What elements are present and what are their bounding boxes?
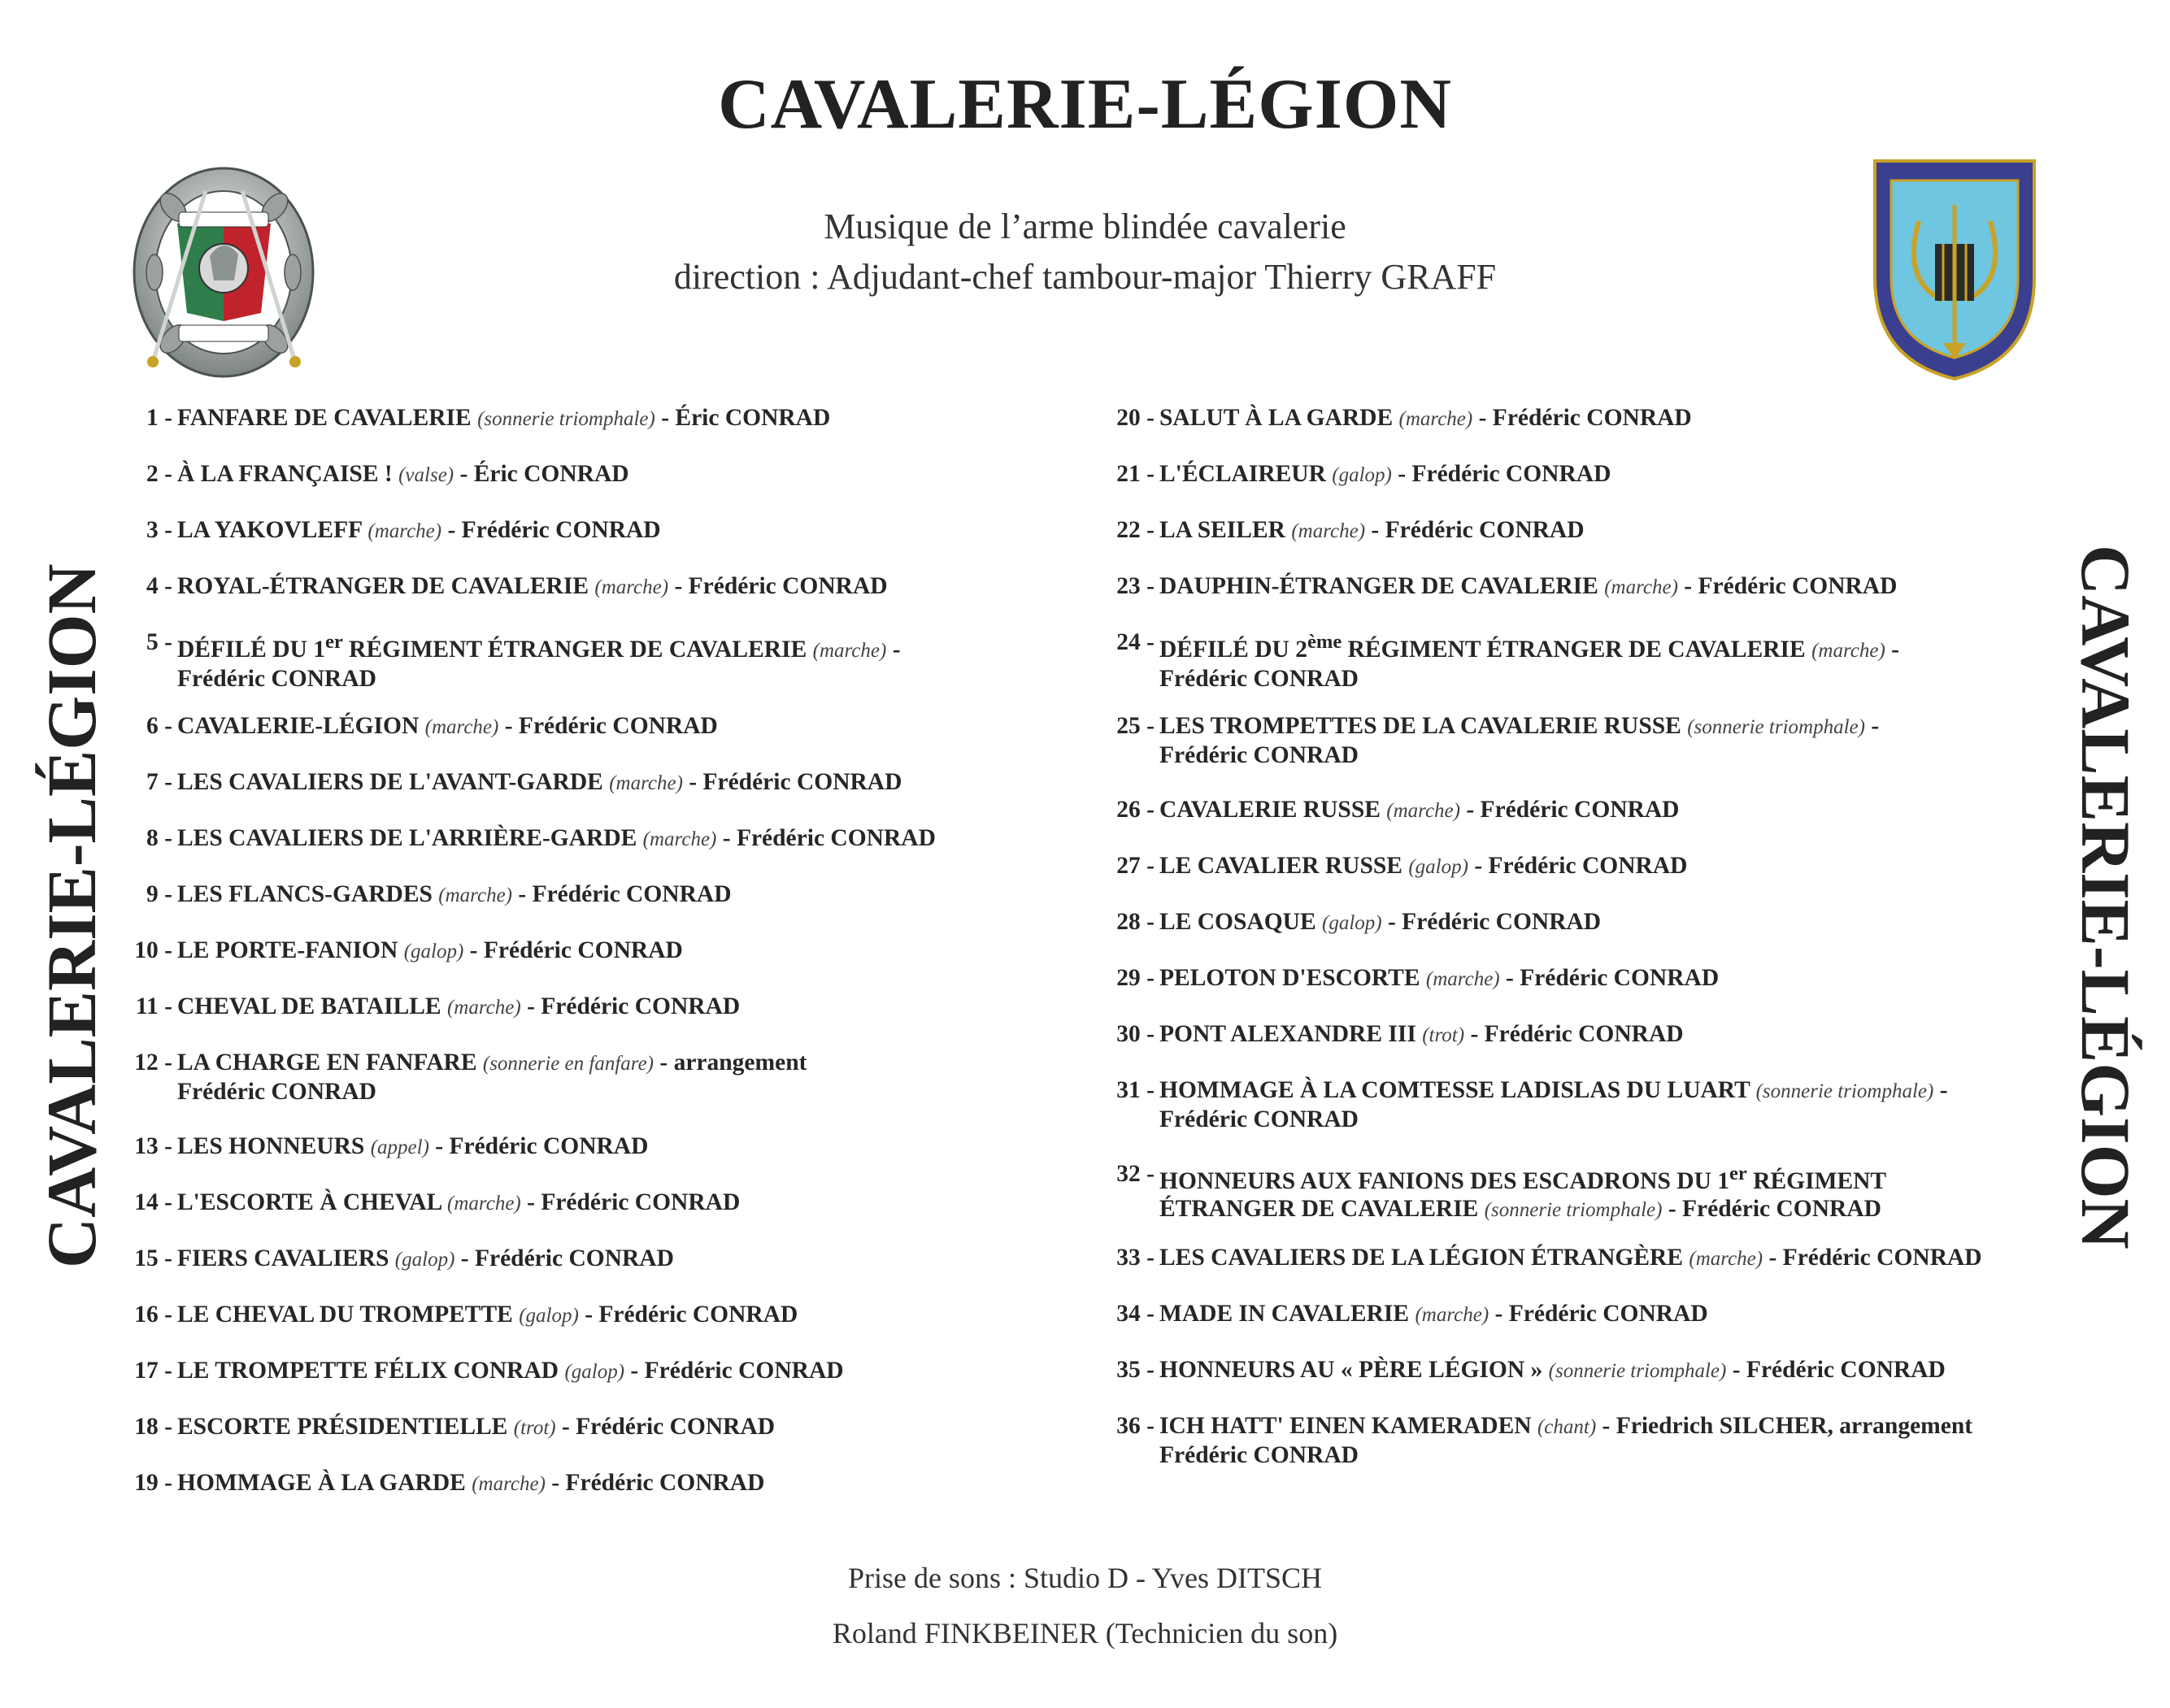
tracklist-left — [122, 404, 1057, 1525]
track-item: 12 - LA CHARGE EN FANFARE (sonnerie en fanfare) - arrangement Frédéric CONRAD — [134, 1050, 807, 1105]
subtitle-direction: direction : Adjudant-chef tambour-major Thierry GRAFF — [673, 257, 1497, 297]
track-item: 1 - FANFARE DE CAVALERIE (sonnerie triomphale) - Éric CONRAD — [146, 405, 831, 431]
track-item: 32 - HONNEURS AUX FANIONS DES ESCADRONS DU 1er RÉGIMENT ÉTRANGER DE CAVALERIE (sonnerie triomphale) - Frédéric CONRAD — [1116, 1161, 1887, 1222]
track-item: 15 - FIERS CAVALIERS (galop) - Frédéric CONRAD — [134, 1245, 674, 1271]
tracklist-right — [1104, 404, 2063, 1496]
track-item: 19 - HOMMAGE À LA GARDE (marche) - Frédéric CONRAD — [134, 1470, 765, 1496]
track-item: 28 - LE COSAQUE (galop) - Frédéric CONRAD — [1116, 909, 1602, 935]
track-item: 36 - ICH HATT' EINEN KAMERADEN (chant) - Friedrich SILCHER, arrangement Frédéric CONRAD — [1116, 1413, 1973, 1468]
track-item: 2 - À LA FRANÇAISE ! (valse) - Éric CONRAD — [146, 461, 629, 487]
track-item: 3 - LA YAKOVLEFF (marche) - Frédéric CONRAD — [146, 517, 661, 543]
track-item: 9 - LES FLANCS-GARDES (marche) - Frédéric CONRAD — [146, 881, 732, 907]
track-item: 14 - L'ESCORTE À CHEVAL (marche) - Frédéric CONRAD — [134, 1189, 741, 1215]
track-item: 8 - LES CAVALIERS DE L'ARRIÈRE-GARDE (marche) - Frédéric CONRAD — [146, 825, 936, 851]
track-item: 23 - DAUPHIN-ÉTRANGER DE CAVALERIE (marche) - Frédéric CONRAD — [1116, 573, 1898, 599]
track-item: 35 - HONNEURS AU « PÈRE LÉGION » (sonnerie triomphale) - Frédéric CONRAD — [1116, 1357, 1946, 1383]
track-item: 16 - LE CHEVAL DU TROMPETTE (galop) - Frédéric CONRAD — [134, 1302, 798, 1328]
track-item: 33 - LES CAVALIERS DE LA LÉGION ÉTRANGÈRE (marche) - Frédéric CONRAD — [1116, 1245, 1982, 1271]
conservatoire-insignia-icon — [1870, 156, 2039, 384]
subtitle-ensemble: Musique de l’arme blindée cavalerie — [824, 206, 1346, 246]
legion-cavalry-insignia-icon — [128, 159, 320, 382]
technician-credit: Roland FINKBEINER (Technicien du son) — [832, 1617, 1338, 1649]
track-item: 18 - ESCORTE PRÉSIDENTIELLE (trot) - Frédéric CONRAD — [134, 1414, 776, 1440]
track-item: 22 - LA SEILER (marche) - Frédéric CONRAD — [1116, 517, 1585, 543]
track-item: 25 - LES TROMPETTES DE LA CAVALERIE RUSSE (sonnerie triomphale) - Frédéric CONRAD — [1116, 713, 1880, 768]
track-item: 24 - DÉFILÉ DU 2ème RÉGIMENT ÉTRANGER DE CAVALERIE (marche) - Frédéric CONRAD — [1116, 629, 1899, 692]
track-item: 4 - ROYAL-ÉTRANGER DE CAVALERIE (marche) - Frédéric CONRAD — [146, 573, 888, 599]
page-title: CAVALERIE-LÉGION — [718, 65, 1452, 144]
track-item: 30 - PONT ALEXANDRE III (trot) - Frédéric CONRAD — [1116, 1021, 1684, 1047]
spine-title-left: CAVALERIE-LÉGION — [33, 563, 111, 1268]
track-item: 31 - HOMMAGE À LA COMTESSE LADISLAS DU LUART (sonnerie triomphale) - Frédéric CONRAD — [1116, 1077, 1948, 1132]
spine-title-right: CAVALERIE-LÉGION — [2067, 545, 2145, 1249]
track-item: 10 - LE PORTE-FANION (galop) - Frédéric CONRAD — [134, 937, 683, 963]
track-item: 34 - MADE IN CAVALERIE (marche) - Frédéric CONRAD — [1116, 1301, 1708, 1327]
track-item: 6 - CAVALERIE-LÉGION (marche) - Frédéric CONRAD — [146, 713, 718, 739]
track-item: 29 - PELOTON D'ESCORTE (marche) - Frédéric CONRAD — [1116, 965, 1720, 991]
subtitle — [0, 202, 2170, 302]
track-item: 26 - CAVALERIE RUSSE (marche) - Frédéric CONRAD — [1116, 797, 1680, 823]
track-item: 13 - LES HONNEURS (appel) - Frédéric CONRAD — [134, 1133, 649, 1159]
track-item: 17 - LE TROMPETTE FÉLIX CONRAD (galop) - Frédéric CONRAD — [134, 1358, 844, 1384]
track-item: 11 - CHEVAL DE BATAILLE (marche) - Frédéric CONRAD — [135, 993, 741, 1019]
track-item: 20 - SALUT À LA GARDE (marche) - Frédéric CONRAD — [1116, 405, 1692, 431]
track-item: 27 - LE CAVALIER RUSSE (galop) - Frédéric CONRAD — [1116, 853, 1688, 879]
track-item: 7 - LES CAVALIERS DE L'AVANT-GARDE (marche) - Frédéric CONRAD — [146, 769, 902, 795]
recording-credit: Prise de sons : Studio D - Yves DITSCH — [847, 1562, 1323, 1594]
track-item: 5 - DÉFILÉ DU 1er RÉGIMENT ÉTRANGER DE CAVALERIE (marche) - Frédéric CONRAD — [146, 629, 901, 692]
track-item: 21 - L'ÉCLAIREUR (galop) - Frédéric CONRAD — [1116, 461, 1611, 487]
